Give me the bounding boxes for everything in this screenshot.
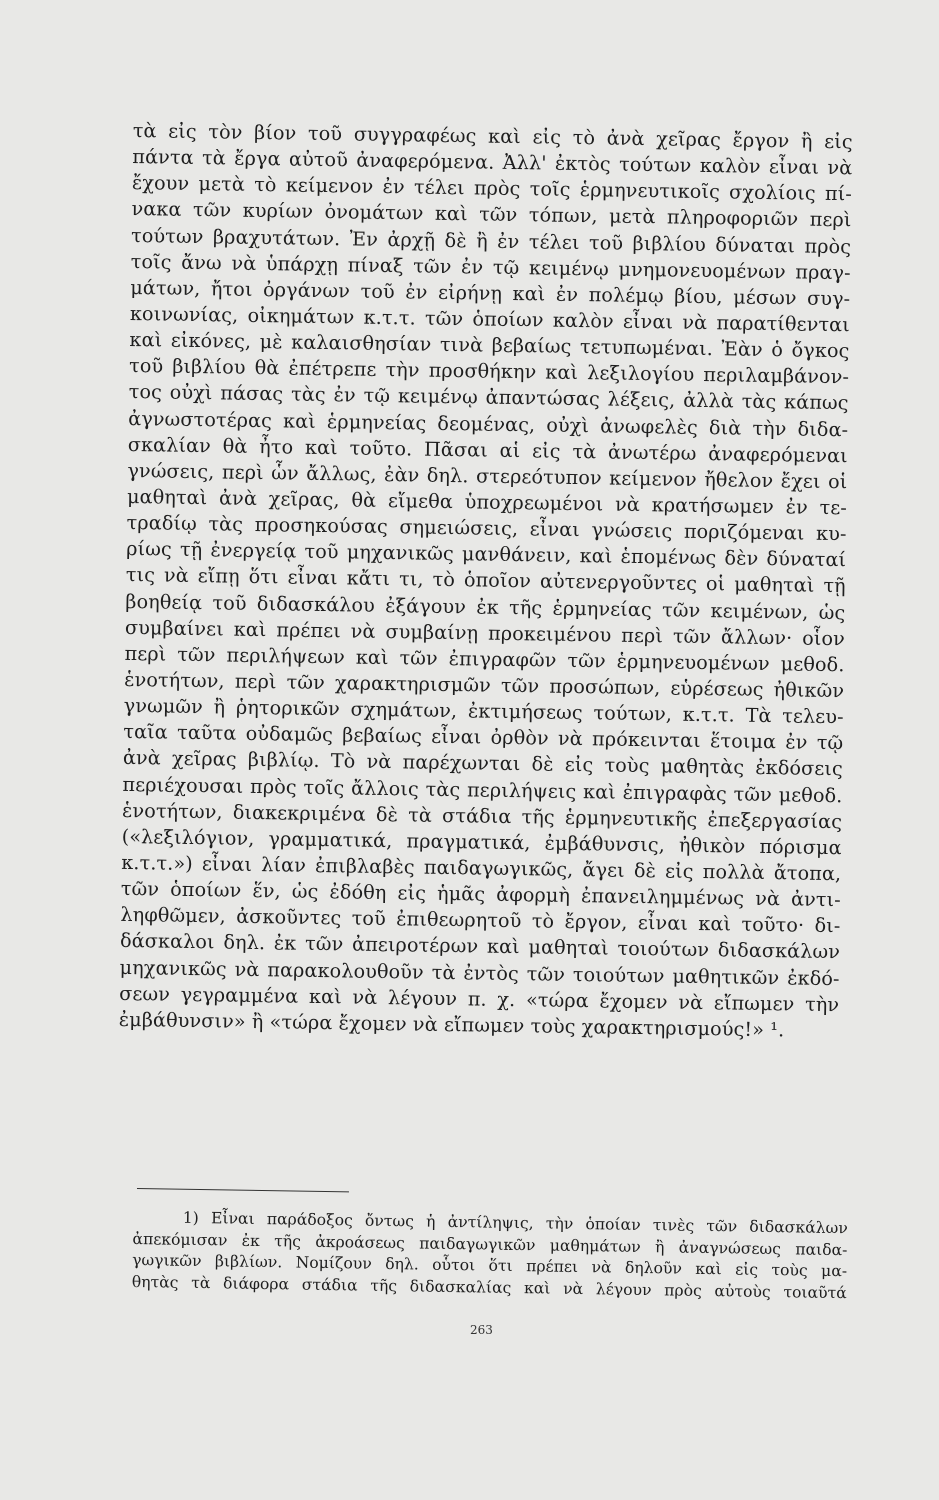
body-line: τις νὰ εἴπῃ ὅτι εἶναι κἄτι τι, τὸ ὁποῖον αὐτενεργοῦντες οἱ μαθηταὶ τῇ [125,563,846,598]
footnote-line: γωγικῶν βιβλίων. Νομίζουν δηλ. οὗτοι ὅτι πρέπει νὰ δηλοῦν καὶ εἰς τοὺς μα- [132,1251,848,1281]
body-line: δάσκαλοι δηλ. ἐκ τῶν ἀπειροτέρων καὶ μαθηταὶ τοιούτων διδασκάλων [119,929,841,964]
body-line: τοῖς ἄνω νὰ ὑπάρχῃ πίναξ τῶν ἐν τῷ κειμένῳ μνημονευομένων πραγ- [130,249,851,284]
body-line: κοινωνίας, οἰκημάτων κ.τ.τ. τῶν ὁποίων καλὸν εἶναι νὰ παρατίθενται [129,301,851,337]
body-text [119,118,853,1044]
body-line: τος οὐχὶ πάσας τὰς ἐν τῷ κειμένῳ ἀπαντώσας λέξεις, ἀλλὰ τὰς κάπως [128,380,849,415]
body-line: τούτων βραχυτάτων. Ἐν ἀρχῇ δὲ ἢ ἐν τέλει τοῦ βιβλίου δύναται πρὸς [130,223,852,258]
footnote-line: ἀπεκόμισαν ἐκ τῆς ἀκροάσεως παιδαγωγικῶν μαθημάτων ἢ ἀναγνώσεως παιδα- [132,1229,848,1259]
body-line: γνώσεις, περὶ ὧν ἄλλως, ἐὰν δηλ. στερεότυπον κείμενον ἤθελον ἔχει οἱ [127,458,848,494]
body-line: ἐμβάθυνσιν» ἢ «τώρα ἔχομεν νὰ εἴπωμεν τοὺς χαρακτηρισμούς!» ¹. [118,1007,785,1042]
body-line: πάντα τὰ ἔργα αὐτοῦ ἀναφερόμενα. Ἀλλ' ἐκτὸς τούτων καλὸν εἶναι νὰ [132,145,853,180]
body-line: ληφθῶμεν, ἀσκοῦντες τοῦ ἐπιθεωρητοῦ τὸ ἔργον, εἶναι καὶ τοῦτο· δι- [120,903,841,938]
body-line: σκαλίαν θὰ ἦτο καὶ τοῦτο. Πᾶσαι αἱ εἰς τὰ ἀνωτέρω ἀναφερόμεναι [127,432,848,467]
body-line: συμβαίνει καὶ πρέπει νὰ συμβαίνῃ προκειμένου περὶ τῶν ἄλλων· οἷον [124,615,846,650]
body-line: ἀνὰ χεῖρας βιβλίῳ. Τὸ νὰ παρέχωνται δὲ εἰς τοὺς μαθητὰς ἐκδόσεις [122,746,844,781]
body-line: περιέχουσαι πρὸς τοῖς ἄλλοις τὰς περιλήψεις καὶ ἐπιγραφὰς τῶν μεθοδ. [122,772,843,807]
body-line: μάτων, ἤτοι ὀργάνων τοῦ ἐν εἰρήνῃ καὶ ἐν πολέμῳ βίου, μέσων συγ- [130,275,851,311]
body-line: ἑνοτήτων, περὶ τῶν χαρακτηρισμῶν τῶν προσώπων, εὑρέσεως ἠθικῶν [124,667,845,703]
body-line: βοηθείᾳ τοῦ διδασκάλου ἐξάγουν ἐκ τῆς ἑρμηνείας τῶν κειμένων, ὡς [125,589,846,624]
footnotes [132,1207,848,1305]
body-line: σεων γεγραμμένα καὶ νὰ λέγουν π. χ. «τώρα ἔχομεν νὰ εἴπωμεν τὴν [119,981,840,1016]
body-line: ἀγνωστοτέρας καὶ ἑρμηνείας δεομένας, οὐχὶ ἀνωφελὲς διὰ τὴν διδα- [128,406,849,441]
body-line: μηχανικῶς νὰ παρακολουθοῦν τὰ ἐντὸς τῶν τοιούτων μαθητικῶν ἐκδό- [119,955,840,990]
body-line: («λεξιλόγιον, γραμματικά, πραγματικά, ἐμβάθυνσις, ἠθικὸν πόρισμα [121,824,842,860]
body-line: τῶν ὁποίων ἕν, ὡς ἐδόθη εἰς ἡμᾶς ἀφορμὴ ἐπανειλημμένως νὰ ἀντι- [120,876,841,912]
body-line: καὶ εἰκόνες, μὲ καλαισθησίαν τινὰ βεβαίως τετυπωμέναι. Ἐὰν ὁ ὄγκος [129,328,850,363]
body-line: κ.τ.τ.») εἶναι λίαν ἐπιβλαβὲς παιδαγωγικῶς, ἄγει δὲ εἰς πολλὰ ἄτοπα, [121,850,842,886]
body-line: νακα τῶν κυρίων ὀνομάτων καὶ τῶν τόπων, μετὰ πληροφοριῶν περὶ [131,197,852,232]
footnote-line: θητὰς τὰ διάφορα στάδια τῆς διδασκαλίας καὶ νὰ λέγουν πρὸς αὐτοὺς τοιαῦτά [131,1272,847,1303]
page-number: 263 [470,1323,493,1337]
body-line: τραδίῳ τὰς προσηκούσας σημειώσεις, εἶναι γνώσεις ποριζόμεναι κυ- [126,511,847,546]
footnote-line: 1) Εἶναι παράδοξος ὄντως ἡ ἀντίληψις, τὴν ὁποίαν τινὲς τῶν διδασκάλων [182,1208,848,1238]
footnote-divider [137,1188,349,1192]
body-line: ρίως τῇ ἐνεργείᾳ τοῦ μηχανικῶς μανθάνειν, καὶ ἑπομένως δὲν δύναταί [126,537,847,572]
body-line: ἑνοτήτων, διακεκριμένα δὲ τὰ στάδια τῆς ἑρμηνευτικῆς ἐπεξεργασίας [121,798,843,833]
body-line: τοῦ βιβλίου θὰ ἐπέτρεπε τὴν προσθήκην καὶ λεξιλογίου περιλαμβάνον- [128,354,850,389]
body-line: ἔχουν μετὰ τὸ κείμενον ἐν τέλει πρὸς τοῖς ἑρμηνευτικοῖς σχολίοις πί- [131,171,853,206]
body-line: μαθηταὶ ἀνὰ χεῖρας, θὰ εἴμεθα ὑποχρεωμένοι νὰ κρατήσωμεν ἐν τε- [126,484,848,520]
body-line: περὶ τῶν περιλήψεων καὶ τῶν ἐπιγραφῶν τῶν ἑρμηνευομένων μεθοδ. [124,641,845,677]
body-line: τὰ εἰς τὸν βίον τοῦ συγγραφέως καὶ εἰς τὸ ἀνὰ χεῖρας ἔργον ἢ εἰς [132,118,853,154]
body-line: γνωμῶν ἢ ῥητορικῶν σχημάτων, ἐκτιμήσεως τούτων, κ.τ.τ. Τὰ τελευ- [123,694,844,729]
body-line: ταῖα ταῦτα οὐδαμῶς βεβαίως εἶναι ὀρθὸν νὰ πρόκεινται ἕτοιμα ἐν τῷ [123,720,844,755]
